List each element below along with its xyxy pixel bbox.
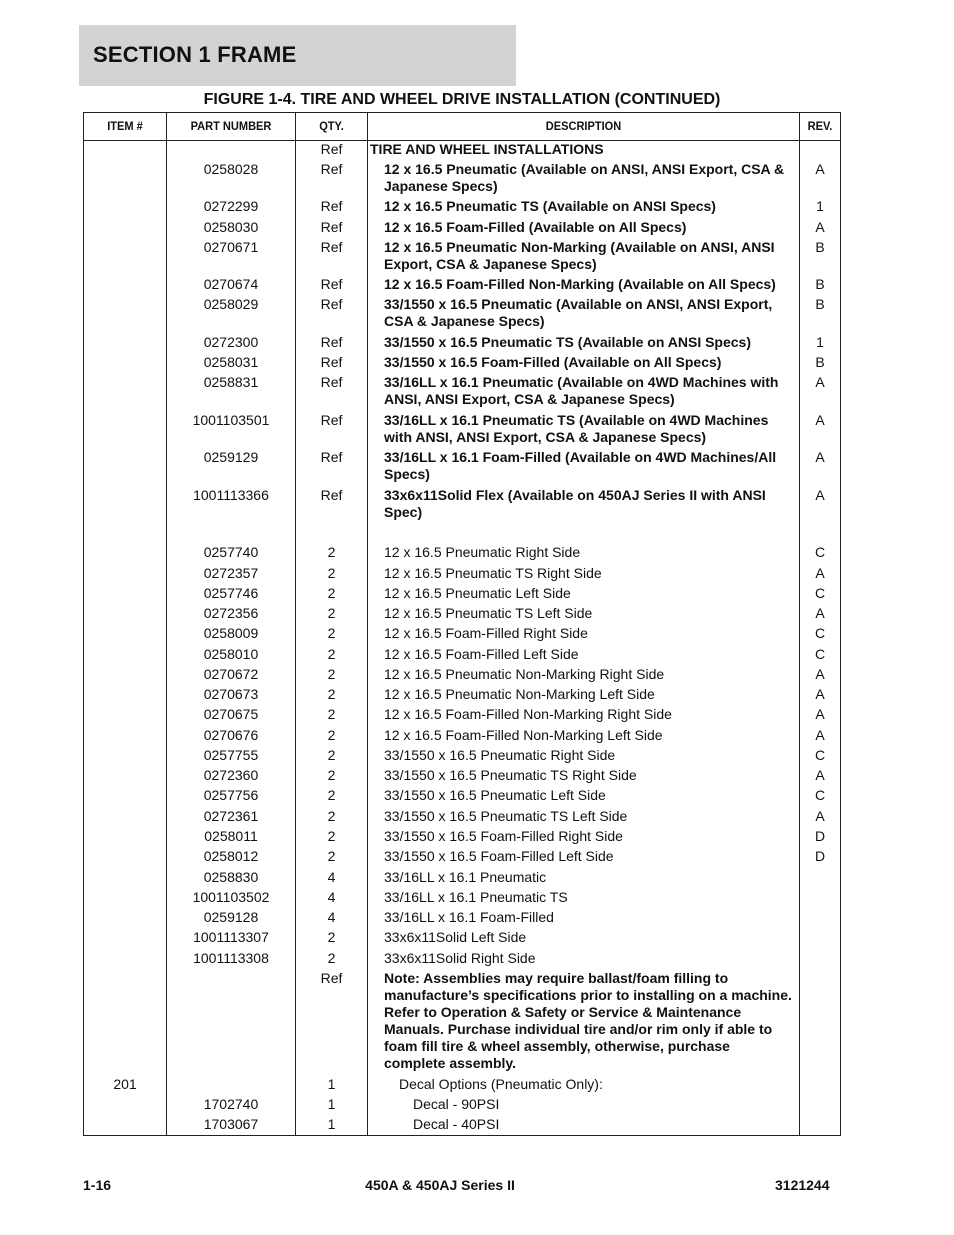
quantity: 2 (327, 585, 336, 601)
item-number: 201 (113, 1076, 137, 1092)
description: 33/16LL x 16.1 Pneumatic TS (384, 889, 568, 905)
quantity: 2 (327, 666, 336, 682)
column-divider (799, 113, 800, 1135)
quantity: 2 (327, 625, 336, 641)
header-rev: REV. (807, 119, 833, 133)
revision: A (815, 374, 825, 390)
description: 12 x 16.5 Foam-Filled (Available on All Specs) (384, 219, 687, 235)
revision: A (815, 487, 825, 503)
quantity: Ref (320, 219, 343, 235)
description: 33/16LL x 16.1 Foam-Filled (Available on 4WD Machines/All Specs) (384, 449, 777, 482)
part-number: 1001103502 (192, 889, 270, 905)
description: Decal - 40PSI (413, 1116, 500, 1132)
quantity: Ref (320, 276, 343, 292)
part-number: 0270676 (203, 727, 259, 743)
revision: A (815, 767, 825, 783)
part-number: 1001113307 (193, 929, 269, 945)
quantity: 2 (327, 929, 336, 945)
revision: A (815, 412, 825, 428)
part-number: 0257755 (203, 747, 259, 763)
part-number: 0272360 (203, 767, 259, 783)
revision: C (814, 625, 826, 641)
quantity: Ref (320, 161, 343, 177)
quantity: 1 (327, 1076, 336, 1092)
quantity: 2 (327, 605, 336, 621)
revision: A (815, 565, 825, 581)
description: 33/16LL x 16.1 Pneumatic (384, 869, 547, 885)
part-number: 0272361 (203, 808, 259, 824)
description: Decal - 90PSI (413, 1096, 500, 1112)
quantity: Ref (320, 239, 343, 255)
description: 33/1550 x 16.5 Foam-Filled Left Side (384, 848, 614, 864)
part-number: 0258010 (203, 646, 259, 662)
description: 12 x 16.5 Foam-Filled Non-Marking Right Side (384, 706, 672, 722)
quantity: 2 (327, 950, 336, 966)
quantity: Ref (320, 354, 343, 370)
part-number: 0272300 (203, 334, 259, 350)
description: 12 x 16.5 Pneumatic Non-Marking (Available on ANSI, ANSI Export, CSA & Japanese Specs) (384, 239, 775, 272)
quantity: Ref (320, 449, 343, 465)
quantity: 2 (327, 706, 336, 722)
quantity: 2 (327, 747, 336, 763)
description: 12 x 16.5 Foam-Filled Right Side (384, 625, 588, 641)
part-number: 0259129 (203, 449, 259, 465)
description: 12 x 16.5 Foam-Filled Left Side (384, 646, 579, 662)
quantity: Ref (320, 334, 343, 350)
quantity: 2 (327, 686, 336, 702)
header-description: DESCRIPTION (545, 119, 622, 133)
quantity: 4 (327, 869, 336, 885)
revision: C (814, 585, 826, 601)
header-qty: QTY. (319, 119, 344, 133)
revision: B (815, 296, 825, 312)
part-number: 0257740 (203, 544, 259, 560)
description: 33x6x11Solid Flex (Available on 450AJ Series II with ANSI Spec) (384, 487, 766, 520)
description: 12 x 16.5 Pneumatic Non-Marking Left Side (384, 686, 655, 702)
revision: B (815, 354, 825, 370)
figure-title: FIGURE 1-4. TIRE AND WHEEL DRIVE INSTALLATION (CONTINUED) (203, 91, 721, 108)
revision: D (814, 848, 826, 864)
quantity: Ref (320, 412, 343, 428)
revision: C (814, 544, 826, 560)
quantity: Ref (320, 970, 343, 986)
description: 33x6x11Solid Right Side (384, 950, 536, 966)
part-number: 0258012 (203, 848, 259, 864)
description: 12 x 16.5 Pneumatic Right Side (384, 544, 581, 560)
quantity: Ref (320, 141, 343, 157)
revision: A (815, 686, 825, 702)
revision: A (815, 605, 825, 621)
part-number: 0258830 (203, 869, 259, 885)
parts-table (83, 112, 841, 1136)
description: 33/16LL x 16.1 Pneumatic (Available on 4WD Machines with ANSI, ANSI Export, CSA & Japanese Specs) (384, 374, 779, 407)
header-part-number: PART NUMBER (190, 119, 272, 133)
quantity: 2 (327, 828, 336, 844)
description: 33/1550 x 16.5 Foam-Filled Right Side (384, 828, 623, 844)
description: 33/16LL x 16.1 Foam-Filled (384, 909, 554, 925)
description: 12 x 16.5 Pneumatic (Available on ANSI, ANSI Export, CSA & Japanese Specs) (384, 161, 785, 194)
quantity: 2 (327, 808, 336, 824)
quantity: 2 (327, 544, 336, 560)
part-number: 0258028 (203, 161, 259, 177)
revision: D (814, 828, 826, 844)
description: 33/1550 x 16.5 Pneumatic Left Side (384, 787, 606, 803)
description: 33/1550 x 16.5 Pneumatic Right Side (384, 747, 616, 763)
part-number: 0272299 (203, 198, 259, 214)
quantity: 2 (327, 787, 336, 803)
footer-page-number: 1-16 (83, 1177, 112, 1193)
part-number: 0272357 (203, 565, 259, 581)
part-number: 0270672 (203, 666, 259, 682)
quantity: 2 (327, 565, 336, 581)
quantity: 2 (327, 848, 336, 864)
revision: A (815, 161, 825, 177)
quantity: 2 (327, 646, 336, 662)
section-header (79, 25, 516, 86)
quantity: Ref (320, 374, 343, 390)
part-number: 0258831 (203, 374, 259, 390)
revision: 1 (816, 334, 824, 350)
part-number: 1001103501 (192, 412, 270, 428)
revision: B (815, 276, 825, 292)
quantity: Ref (320, 296, 343, 312)
footer-model: 450A & 450AJ Series II (365, 1177, 515, 1193)
revision: A (815, 727, 825, 743)
description: 12 x 16.5 Pneumatic TS Left Side (384, 605, 593, 621)
revision: B (815, 239, 825, 255)
part-number: 1001113308 (193, 950, 269, 966)
quantity: 2 (327, 727, 336, 743)
quantity: 4 (327, 889, 336, 905)
revision: A (815, 449, 825, 465)
revision: A (815, 808, 825, 824)
column-divider (367, 113, 368, 1135)
quantity: 4 (327, 909, 336, 925)
part-number: 0259128 (203, 909, 259, 925)
description: 12 x 16.5 Pneumatic Left Side (384, 585, 571, 601)
description: 33/1550 x 16.5 Pneumatic TS Right Side (384, 767, 637, 783)
header-item: ITEM # (107, 119, 143, 133)
description: 33/1550 x 16.5 Foam-Filled (Available on All Specs) (384, 354, 722, 370)
part-number: 0258031 (203, 354, 259, 370)
part-number: 0258011 (204, 828, 258, 844)
revision: A (815, 706, 825, 722)
revision: A (815, 219, 825, 235)
part-number: 1001113366 (193, 487, 269, 503)
revision: C (814, 747, 826, 763)
part-number: 0270674 (203, 276, 259, 292)
description: 33x6x11Solid Left Side (384, 929, 527, 945)
quantity: Ref (320, 487, 343, 503)
description: 12 x 16.5 Foam-Filled Non-Marking (Available on All Specs) (384, 276, 776, 292)
description: 33/1550 x 16.5 Pneumatic TS Left Side (384, 808, 628, 824)
quantity: Ref (320, 198, 343, 214)
part-number: 1702740 (203, 1096, 259, 1112)
footer-doc-number: 3121244 (775, 1177, 830, 1193)
description: 33/16LL x 16.1 Pneumatic TS (Available on 4WD Machines with ANSI, ANSI Export, CSA & Japanese Specs) (384, 412, 769, 445)
part-number: 0270671 (203, 239, 259, 255)
description: 12 x 16.5 Foam-Filled Non-Marking Left Side (384, 727, 663, 743)
part-number: 0258030 (203, 219, 259, 235)
part-number: 0270675 (203, 706, 259, 722)
part-number: 0258009 (203, 625, 259, 641)
description: 12 x 16.5 Pneumatic Non-Marking Right Side (384, 666, 665, 682)
part-number: 0257746 (203, 585, 259, 601)
revision: A (815, 666, 825, 682)
description: Note: Assemblies may require ballast/foam filling to manufacture’s specifications prior to installing on a machine. Refer to Operation & Safety or Service & Maintenance Manuals. Purchase individual tire and/or rim only if able to foam fill tire & wheel assembly, otherwise, purchase complete assembly. (384, 970, 792, 1071)
part-number: 0257756 (203, 787, 259, 803)
quantity: 1 (327, 1116, 336, 1132)
quantity: 2 (327, 767, 336, 783)
description: 12 x 16.5 Pneumatic TS (Available on ANSI Specs) (384, 198, 716, 214)
quantity: 1 (327, 1096, 336, 1112)
section-title: SECTION 1 FRAME (93, 42, 297, 67)
column-divider (166, 113, 167, 1135)
description: 33/1550 x 16.5 Pneumatic (Available on ANSI, ANSI Export, CSA & Japanese Specs) (384, 296, 773, 329)
description: Decal Options (Pneumatic Only): (399, 1076, 603, 1092)
description: 12 x 16.5 Pneumatic TS Right Side (384, 565, 602, 581)
part-number: 0258029 (203, 296, 259, 312)
revision: C (814, 646, 826, 662)
description: 33/1550 x 16.5 Pneumatic TS (Available on ANSI Specs) (384, 334, 752, 350)
part-number: 0272356 (203, 605, 259, 621)
description: TIRE AND WHEEL INSTALLATIONS (370, 141, 604, 157)
part-number: 0270673 (203, 686, 259, 702)
revision: C (814, 787, 826, 803)
revision: 1 (816, 198, 824, 214)
part-number: 1703067 (203, 1116, 259, 1132)
